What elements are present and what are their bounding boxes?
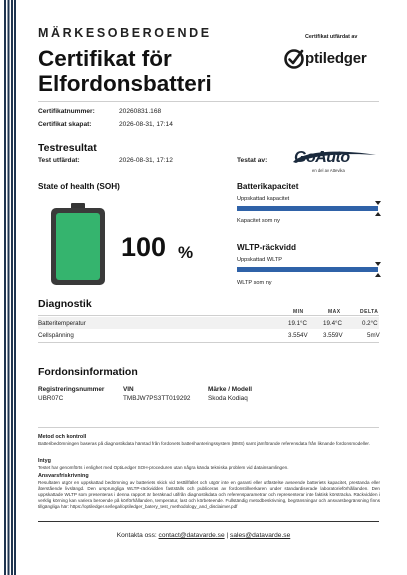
diag-col-delta: DELTA [360, 309, 379, 315]
diag-row-0-name: Batteritemperatur [38, 320, 86, 327]
battery-icon [51, 203, 105, 285]
goauto-tagline: en del av Attevika [312, 168, 345, 173]
optiledger-mark-icon [283, 47, 307, 71]
contact-footer [0, 532, 407, 539]
cert-created-value: 2026-08-31, 17:14 [119, 121, 173, 128]
method-heading: Metod och kontroll [38, 434, 87, 440]
vehicle-vin-value: TMBJW7PS3TT019292 [123, 395, 191, 402]
cert-number-value: 20260831.168 [119, 108, 162, 115]
page-title [38, 46, 258, 96]
optiledger-logo [283, 47, 388, 73]
contact-email-link[interactable]: contact@datavarde.se [158, 532, 225, 539]
diagnostics-heading: Diagnostik [38, 298, 92, 310]
optiledger-logo-text: ptiledger [305, 50, 367, 67]
vehicle-model-value: Skoda Kodiaq [208, 395, 248, 402]
decorative-side-stripes [4, 0, 16, 575]
page-title-line-1: Certifikat för [38, 46, 172, 71]
vehicle-heading: Fordonsinformation [38, 366, 138, 378]
issuer-block [275, 34, 385, 40]
sales-email-link[interactable]: sales@datavarde.se [230, 532, 291, 539]
capacity-bar-fill [237, 206, 378, 211]
cert-number-label: Certifikatnummer: [38, 108, 95, 115]
cert-created-label: Certifikat skapat: [38, 121, 92, 128]
soh-unit: % [178, 243, 194, 262]
wltp-expected-label: Uppskattad WLTP [237, 257, 282, 263]
capacity-new-marker [375, 212, 381, 216]
contact-separator: | [226, 532, 229, 539]
wltp-heading: WLTP-räckvidd [237, 243, 296, 252]
capacity-expected-marker [375, 201, 381, 205]
method-text: Batteribedömningen baseras på diagnostikdata hämtad från fordonets batterihanteringssystem (BMS) samt jämförande referensdata från liknande fordonsmodeller. [38, 441, 370, 446]
wltp-new-marker [375, 273, 381, 277]
battery-level-fill [56, 213, 100, 280]
vehicle-vin-label: VIN [123, 386, 134, 393]
diag-row-0-min: 19.1°C [288, 320, 307, 327]
wltp-new-label: WLTP som ny [237, 280, 272, 286]
page-title-line-2: Elfordonsbatteri [38, 71, 212, 96]
liability-text: Resultaten utgör en uppskattad bedömning av batteriets skick vid testtillfället och utgör inte en garanti eller utfästelse avseende batteriets kapacitet, prestanda eller återstående livslängd. Den ursprungliga WLTP-räckvidden fastställs och publiceras av fordonstillverkaren under standardiserade laboratorieförhållanden. Den uppskattade WLTP som presenteras i denna rapport är beräknad utifrån diagnostikdata och referensparametrar och representerar inte faktisk körsträcka. Räckvidden i verklig körning kan variera beroende på körförhållanden, temperatur, last och körbeteende. Fullständig metodbeskrivning, begränsningar och ansvarsbegränsning finns tillgängliga här: https://optiledger.se/legal/optiledger_batery_test_methodology_and_disclaimer.pdf [38, 480, 380, 510]
test-issued-value: 2026-08-31, 17:12 [119, 157, 173, 164]
test-issued-label: Test utfärdat: [38, 157, 80, 164]
wltp-expected-marker [375, 262, 381, 266]
diag-row-1-min: 3.554V [288, 332, 308, 339]
test-result-heading: Testresultat [38, 142, 97, 154]
footer-divider [38, 521, 379, 522]
diag-row-0-delta: 0.2°C [362, 320, 378, 327]
diag-col-max: MAX [328, 309, 341, 315]
capacity-new-label: Kapacitet som ny [237, 218, 280, 224]
capacity-bar [237, 206, 378, 211]
battery-body [51, 208, 105, 285]
diag-row-1-name: Cellspänning [38, 332, 74, 339]
diag-row-1-max: 3.559V [323, 332, 343, 339]
capacity-heading: Batterikapacitet [237, 182, 299, 191]
notes-divider [38, 427, 379, 428]
issuer-label: Certifikat utfärdat av [305, 34, 358, 40]
diag-row-0-max: 19.4°C [323, 320, 342, 327]
cert-text: Testet har genomförts i enlighet med OptiLedger SOH-proceduren utan några kända tekniska problem vid datainsamlingen. [38, 465, 289, 470]
capacity-expected-label: Uppskattad kapacitet [237, 196, 290, 202]
header-divider [38, 101, 379, 102]
vehicle-reg-label: Registreringsnummer [38, 386, 105, 393]
contact-label: Kontakta oss: [116, 532, 157, 539]
soh-heading: State of health (SOH) [38, 182, 120, 191]
brand-kicker: MÄRKESOBEROENDE [38, 26, 212, 40]
diag-col-min: MIN [293, 309, 304, 315]
diag-bottom-divider [38, 342, 379, 343]
vehicle-reg-value: UBR07C [38, 395, 64, 402]
diag-row-1-delta: 5mV [367, 332, 380, 339]
cert-heading: Intyg [38, 458, 51, 464]
liability-heading: Ansvarsfriskrivning [38, 473, 89, 479]
diag-header-divider [38, 315, 379, 316]
goauto-logo-text: GoAuto [294, 149, 350, 166]
wltp-bar [237, 267, 378, 272]
soh-value: 100 [121, 232, 167, 262]
goauto-logo [290, 148, 378, 176]
tested-by-label: Testat av: [237, 157, 268, 164]
vehicle-model-label: Märke / Modell [208, 386, 253, 393]
wltp-bar-fill [237, 267, 378, 272]
